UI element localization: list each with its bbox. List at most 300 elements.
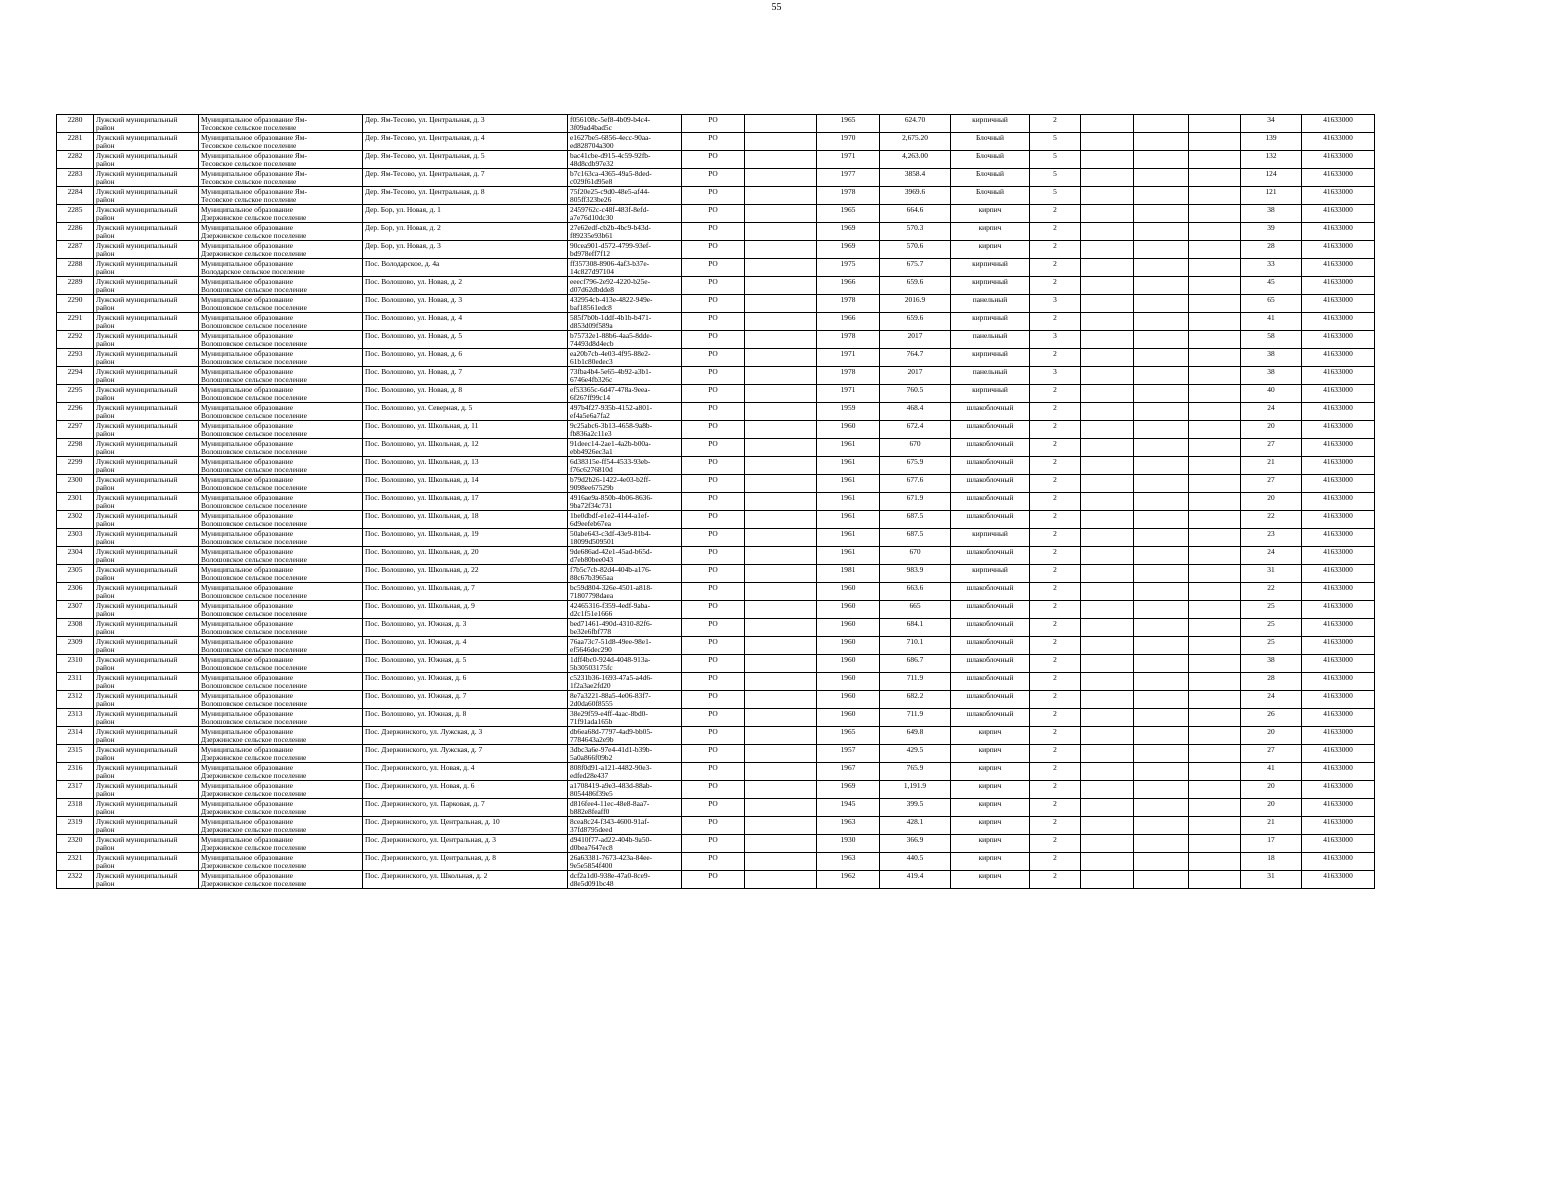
cell-municipality: [199, 547, 363, 565]
cell-empty: [1134, 781, 1189, 799]
cell-empty: [1081, 205, 1134, 223]
cell-empty: [1189, 367, 1241, 385]
table-row: [57, 277, 1375, 295]
cell-year-built: 1969: [817, 223, 880, 241]
cell-oktmo: 41633000: [1302, 529, 1375, 547]
cell-municipality-line: Муниципальное образование: [201, 385, 293, 394]
cell-municipality: [199, 223, 363, 241]
table-row: [57, 169, 1375, 187]
cell-district: [94, 241, 199, 259]
table-row: [57, 367, 1375, 385]
cell-district-line: Лужский муниципальный: [96, 151, 178, 160]
cell-object-type: РО: [682, 457, 745, 475]
cell-municipality: [199, 151, 363, 169]
cell-floors: 2: [1030, 673, 1081, 691]
cell-municipality-line: Волошовское сельское поселение: [201, 410, 307, 420]
cell-row-number: 2291: [57, 313, 94, 331]
cell-municipality: [199, 727, 363, 745]
cell-wall-material: шлакоблочный: [951, 475, 1030, 493]
cell-floors: 2: [1030, 871, 1081, 889]
table-row: [57, 331, 1375, 349]
cell-district: [94, 277, 199, 295]
cell-empty: [745, 493, 817, 511]
cell-house-guid-line: e1627be5-6856-4ecc-90aa-: [570, 133, 651, 142]
cell-municipality: [199, 799, 363, 817]
cell-empty: [1081, 637, 1134, 655]
cell-year-built: 1970: [817, 133, 880, 151]
cell-total-area: 4,263.00: [880, 151, 951, 169]
table-row: [57, 493, 1375, 511]
cell-residents: 24: [1241, 691, 1302, 709]
cell-oktmo: 41633000: [1302, 187, 1375, 205]
cell-address: Пос. Волошово, ул. Школьная, д. 9: [363, 601, 568, 619]
cell-total-area: 659.6: [880, 277, 951, 295]
cell-floors: 2: [1030, 781, 1081, 799]
cell-residents: 27: [1241, 439, 1302, 457]
cell-district-line: Лужский муниципальный: [96, 421, 178, 430]
cell-house-guid: [568, 673, 682, 691]
cell-total-area: 468.4: [880, 403, 951, 421]
cell-house-guid-line: 1f2a3ae2fd20: [570, 680, 611, 690]
cell-empty: [745, 601, 817, 619]
cell-empty: [1081, 673, 1134, 691]
cell-district-line: Лужский муниципальный: [96, 745, 178, 754]
cell-object-type: РО: [682, 295, 745, 313]
cell-municipality-line: Волошовское сельское поселение: [201, 536, 307, 546]
table-row: [57, 187, 1375, 205]
cell-oktmo: 41633000: [1302, 691, 1375, 709]
cell-object-type: РО: [682, 349, 745, 367]
cell-house-guid-line: 808f0d91-a121-4482-90e3-: [570, 763, 652, 772]
cell-house-guid-line: ed828704a300: [570, 140, 614, 150]
cell-oktmo: 41633000: [1302, 709, 1375, 727]
cell-house-guid: [568, 367, 682, 385]
cell-empty: [745, 817, 817, 835]
cell-house-guid: [568, 241, 682, 259]
cell-municipality-line: Муниципальное образование: [201, 799, 293, 808]
cell-total-area: 3969.6: [880, 187, 951, 205]
cell-municipality: [199, 529, 363, 547]
cell-address: Пос. Волошово, ул. Южная, д. 4: [363, 637, 568, 655]
cell-year-built: 1969: [817, 241, 880, 259]
cell-house-guid-line: 14c827d97104: [570, 266, 614, 276]
cell-municipality-line: Тесовское сельское поселение: [201, 140, 297, 150]
cell-municipality: [199, 403, 363, 421]
cell-house-guid-line: c5231b36-1693-47a5-a4d6-: [570, 673, 653, 682]
cell-oktmo: 41633000: [1302, 637, 1375, 655]
cell-wall-material: кирпич: [951, 781, 1030, 799]
cell-municipality: [199, 313, 363, 331]
cell-municipality-line: Муниципальное образование: [201, 709, 293, 718]
cell-row-number: 2290: [57, 295, 94, 313]
cell-house-guid-line: 3dbc3a6e-97e4-41d1-b39b-: [570, 745, 653, 754]
cell-object-type: РО: [682, 709, 745, 727]
cell-empty: [1189, 691, 1241, 709]
cell-municipality-line: Муниципальное образование: [201, 475, 293, 484]
cell-empty: [1189, 511, 1241, 529]
cell-year-built: 1960: [817, 421, 880, 439]
cell-district-line: Лужский муниципальный: [96, 241, 178, 250]
cell-house-guid-line: c029f61d95e8: [570, 176, 613, 186]
cell-oktmo: 41633000: [1302, 133, 1375, 151]
cell-district-line: Лужский муниципальный: [96, 349, 178, 358]
cell-oktmo: 41633000: [1302, 601, 1375, 619]
cell-year-built: 1930: [817, 835, 880, 853]
cell-wall-material: шлакоблочный: [951, 583, 1030, 601]
cell-year-built: 1961: [817, 529, 880, 547]
cell-total-area: 2016.9: [880, 295, 951, 313]
cell-municipality-line: Волошовское сельское поселение: [201, 464, 307, 474]
cell-municipality-line: Муниципальное образование: [201, 637, 293, 646]
cell-district: [94, 169, 199, 187]
cell-wall-material: Блочный: [951, 133, 1030, 151]
table-row: [57, 133, 1375, 151]
cell-residents: 31: [1241, 871, 1302, 889]
cell-wall-material: шлакоблочный: [951, 709, 1030, 727]
table-row: [57, 313, 1375, 331]
cell-district-line: Лужский муниципальный: [96, 331, 178, 340]
table-row: [57, 799, 1375, 817]
cell-house-guid: [568, 547, 682, 565]
cell-municipality-line: Муниципальное образование: [201, 835, 293, 844]
cell-address: Пос. Дзержинского, ул. Центральная, д. 8: [363, 853, 568, 871]
cell-empty: [745, 295, 817, 313]
cell-empty: [745, 151, 817, 169]
cell-floors: 2: [1030, 475, 1081, 493]
cell-empty: [1081, 367, 1134, 385]
cell-year-built: 1971: [817, 151, 880, 169]
cell-wall-material: кирпичный: [951, 565, 1030, 583]
cell-house-guid: [568, 475, 682, 493]
cell-oktmo: 41633000: [1302, 475, 1375, 493]
cell-municipality-line: Дзержинское сельское поселение: [201, 842, 307, 852]
cell-municipality-line: Муниципальное образование: [201, 205, 293, 214]
cell-municipality: [199, 187, 363, 205]
cell-object-type: РО: [682, 529, 745, 547]
cell-house-guid-line: 8054486f39e5: [570, 788, 613, 798]
table-row: [57, 295, 1375, 313]
cell-house-guid-line: 37fd8795deed: [570, 824, 613, 834]
cell-house-guid: [568, 583, 682, 601]
cell-empty: [1081, 349, 1134, 367]
cell-row-number: 2294: [57, 367, 94, 385]
cell-municipality-line: Волошовское сельское поселение: [201, 698, 307, 708]
cell-empty: [1189, 853, 1241, 871]
cell-house-guid-line: be32e6fbf778: [570, 626, 612, 636]
cell-wall-material: шлакоблочный: [951, 493, 1030, 511]
cell-house-guid-line: 432954cb-413e-4822-949e-: [570, 295, 653, 304]
cell-municipality: [199, 817, 363, 835]
cell-district-line: район: [96, 482, 115, 492]
cell-municipality-line: Муниципальное образование: [201, 853, 293, 862]
cell-empty: [1189, 385, 1241, 403]
cell-empty: [1134, 871, 1189, 889]
cell-object-type: РО: [682, 511, 745, 529]
table-row: [57, 637, 1375, 655]
cell-district-line: Лужский муниципальный: [96, 223, 178, 232]
cell-municipality-line: Муниципальное образование: [201, 511, 293, 520]
cell-district-line: Лужский муниципальный: [96, 799, 178, 808]
cell-house-guid-line: dcf2a1d0-938e-47a0-8ce9-: [570, 871, 651, 880]
cell-row-number: 2313: [57, 709, 94, 727]
cell-wall-material: Блочный: [951, 151, 1030, 169]
cell-row-number: 2293: [57, 349, 94, 367]
cell-total-area: 670: [880, 439, 951, 457]
cell-municipality-line: Муниципальное образование: [201, 871, 293, 880]
cell-empty: [1081, 655, 1134, 673]
cell-oktmo: 41633000: [1302, 763, 1375, 781]
cell-total-area: 570.3: [880, 223, 951, 241]
cell-total-area: 664.6: [880, 205, 951, 223]
cell-oktmo: 41633000: [1302, 367, 1375, 385]
cell-residents: 65: [1241, 295, 1302, 313]
cell-year-built: 1961: [817, 475, 880, 493]
cell-residents: 20: [1241, 421, 1302, 439]
cell-floors: 2: [1030, 241, 1081, 259]
cell-house-guid-line: baf18561edc8: [570, 302, 612, 312]
table-row: [57, 691, 1375, 709]
cell-address: Дер. Бор, ул. Новая, д. 3: [363, 241, 568, 259]
cell-municipality-line: Дзержинское сельское поселение: [201, 878, 307, 888]
cell-empty: [1189, 223, 1241, 241]
cell-house-guid: [568, 637, 682, 655]
cell-year-built: 1977: [817, 169, 880, 187]
cell-district-line: район: [96, 392, 115, 402]
cell-empty: [1189, 781, 1241, 799]
table-row: [57, 745, 1375, 763]
cell-house-guid-line: bac41cbe-d915-4c59-92fb-: [570, 151, 651, 160]
table-row: [57, 709, 1375, 727]
cell-district-line: Лужский муниципальный: [96, 313, 178, 322]
cell-row-number: 2316: [57, 763, 94, 781]
cell-municipality-line: Дзержинское сельское поселение: [201, 248, 307, 258]
cell-wall-material: кирпичный: [951, 529, 1030, 547]
cell-year-built: 1961: [817, 511, 880, 529]
cell-municipality-line: Дзержинское сельское поселение: [201, 212, 307, 222]
cell-district-line: район: [96, 572, 115, 582]
cell-municipality-line: Муниципальное образование Ям-: [201, 151, 307, 160]
cell-total-area: 1,191.9: [880, 781, 951, 799]
cell-wall-material: кирпичный: [951, 115, 1030, 133]
cell-empty: [1134, 511, 1189, 529]
cell-empty: [1081, 295, 1134, 313]
cell-empty: [745, 781, 817, 799]
cell-municipality-line: Волошовское сельское поселение: [201, 572, 307, 582]
cell-residents: 41: [1241, 763, 1302, 781]
cell-residents: 27: [1241, 475, 1302, 493]
cell-address: Пос. Волошово, ул. Школьная, д. 18: [363, 511, 568, 529]
cell-district: [94, 223, 199, 241]
cell-empty: [1189, 637, 1241, 655]
cell-wall-material: шлакоблочный: [951, 421, 1030, 439]
cell-municipality-line: Муниципальное образование: [201, 259, 293, 268]
cell-district-line: район: [96, 644, 115, 654]
cell-district: [94, 295, 199, 313]
cell-empty: [745, 565, 817, 583]
cell-empty: [1081, 133, 1134, 151]
cell-wall-material: кирпичный: [951, 313, 1030, 331]
cell-empty: [1081, 223, 1134, 241]
cell-object-type: РО: [682, 115, 745, 133]
cell-empty: [1134, 133, 1189, 151]
cell-residents: 20: [1241, 799, 1302, 817]
cell-house-guid-line: bed71461-490d-4310-82f6-: [570, 619, 653, 628]
cell-year-built: 1945: [817, 799, 880, 817]
cell-district-line: Лужский муниципальный: [96, 547, 178, 556]
cell-floors: 2: [1030, 313, 1081, 331]
cell-district-line: Лужский муниципальный: [96, 439, 178, 448]
cell-house-guid-line: eeecf796-2e92-4220-b25e-: [570, 277, 651, 286]
cell-total-area: 3858.4: [880, 169, 951, 187]
cell-total-area: 711.9: [880, 673, 951, 691]
cell-municipality-line: Волошовское сельское поселение: [201, 644, 307, 654]
cell-empty: [1134, 763, 1189, 781]
cell-floors: 2: [1030, 637, 1081, 655]
cell-house-guid-line: 26a63381-7673-423a-84ee-: [570, 853, 653, 862]
cell-district-line: Лужский муниципальный: [96, 817, 178, 826]
cell-district: [94, 565, 199, 583]
cell-year-built: 1969: [817, 781, 880, 799]
cell-address: Пос. Волошово, ул. Школьная, д. 11: [363, 421, 568, 439]
cell-total-area: 419.4: [880, 871, 951, 889]
cell-municipality-line: Волошовское сельское поселение: [201, 716, 307, 726]
cell-district-line: район: [96, 662, 115, 672]
cell-district: [94, 673, 199, 691]
cell-municipality-line: Дзержинское сельское поселение: [201, 860, 307, 870]
cell-district-line: район: [96, 770, 115, 780]
cell-municipality: [199, 241, 363, 259]
cell-house-guid-line: 5b30503175fc: [570, 662, 613, 672]
cell-district-line: район: [96, 428, 115, 438]
cell-empty: [1134, 295, 1189, 313]
cell-address: Пос. Волошово, ул. Школьная, д. 14: [363, 475, 568, 493]
cell-empty: [745, 673, 817, 691]
cell-district: [94, 781, 199, 799]
cell-wall-material: панельный: [951, 331, 1030, 349]
cell-floors: 2: [1030, 439, 1081, 457]
cell-house-guid: [568, 799, 682, 817]
cell-empty: [1081, 115, 1134, 133]
cell-empty: [1189, 727, 1241, 745]
cell-address: Пос. Дзержинского, ул. Центральная, д. 3: [363, 835, 568, 853]
cell-house-guid-line: ef5646dec290: [570, 644, 612, 654]
cell-oktmo: 41633000: [1302, 511, 1375, 529]
cell-empty: [1081, 241, 1134, 259]
table-row: [57, 817, 1375, 835]
cell-empty: [1189, 745, 1241, 763]
cell-house-guid-line: 6f267ff99c14: [570, 392, 611, 402]
cell-district-line: Лужский муниципальный: [96, 619, 178, 628]
cell-municipality-line: Волошовское сельское поселение: [201, 428, 307, 438]
cell-year-built: 1981: [817, 565, 880, 583]
cell-municipality-line: Муниципальное образование: [201, 745, 293, 754]
cell-year-built: 1960: [817, 655, 880, 673]
cell-municipality: [199, 601, 363, 619]
cell-year-built: 1978: [817, 367, 880, 385]
cell-house-guid: [568, 331, 682, 349]
cell-total-area: 2,675.20: [880, 133, 951, 151]
cell-wall-material: кирпич: [951, 835, 1030, 853]
cell-oktmo: 41633000: [1302, 205, 1375, 223]
cell-floors: 2: [1030, 403, 1081, 421]
cell-empty: [1081, 151, 1134, 169]
cell-empty: [1081, 403, 1134, 421]
cell-total-area: 2017: [880, 331, 951, 349]
cell-municipality-line: Волошовское сельское поселение: [201, 482, 307, 492]
cell-empty: [1134, 619, 1189, 637]
cell-empty: [1081, 583, 1134, 601]
cell-year-built: 1966: [817, 313, 880, 331]
cell-house-guid-line: edfed28e437: [570, 770, 609, 780]
cell-district: [94, 367, 199, 385]
cell-year-built: 1960: [817, 673, 880, 691]
cell-oktmo: 41633000: [1302, 403, 1375, 421]
table-row: [57, 241, 1375, 259]
cell-district-line: Лужский муниципальный: [96, 403, 178, 412]
cell-empty: [1189, 619, 1241, 637]
cell-total-area: 760.5: [880, 385, 951, 403]
cell-house-guid-line: 9de686ad-42e1-45ad-b65d-: [570, 547, 653, 556]
cell-object-type: РО: [682, 475, 745, 493]
cell-residents: 25: [1241, 637, 1302, 655]
cell-municipality-line: Муниципальное образование: [201, 763, 293, 772]
cell-district-line: район: [96, 410, 115, 420]
cell-house-guid-line: d7eb80bee043: [570, 554, 614, 564]
cell-object-type: РО: [682, 565, 745, 583]
table-row: [57, 115, 1375, 133]
cell-empty: [1189, 655, 1241, 673]
cell-district: [94, 853, 199, 871]
cell-house-guid: [568, 781, 682, 799]
table-row: [57, 421, 1375, 439]
cell-floors: 5: [1030, 169, 1081, 187]
cell-house-guid-line: 8e7a3221-88a5-4e06-83f7-: [570, 691, 651, 700]
cell-floors: 5: [1030, 151, 1081, 169]
cell-municipality: [199, 745, 363, 763]
cell-house-guid: [568, 619, 682, 637]
cell-row-number: 2289: [57, 277, 94, 295]
cell-empty: [745, 727, 817, 745]
cell-residents: 34: [1241, 115, 1302, 133]
cell-house-guid-line: 61b1c80edec3: [570, 356, 613, 366]
cell-municipality-line: Муниципальное образование Ям-: [201, 133, 307, 142]
cell-municipality-line: Муниципальное образование: [201, 241, 293, 250]
cell-house-guid-line: 6d9eefeb67ea: [570, 518, 612, 528]
cell-municipality-line: Тесовское сельское поселение: [201, 176, 297, 186]
table-row: [57, 835, 1375, 853]
cell-wall-material: шлакоблочный: [951, 691, 1030, 709]
cell-total-area: 624.70: [880, 115, 951, 133]
cell-floors: 2: [1030, 457, 1081, 475]
cell-district: [94, 403, 199, 421]
cell-year-built: 1960: [817, 583, 880, 601]
cell-year-built: 1961: [817, 547, 880, 565]
cell-empty: [1134, 205, 1189, 223]
cell-municipality-line: Дзержинское сельское поселение: [201, 734, 307, 744]
cell-object-type: РО: [682, 745, 745, 763]
cell-house-guid-line: 74493d8d4ecb: [570, 338, 614, 348]
cell-district-line: район: [96, 158, 115, 168]
cell-empty: [745, 637, 817, 655]
cell-district: [94, 583, 199, 601]
cell-row-number: 2283: [57, 169, 94, 187]
cell-address: Пос. Волошово, ул. Школьная, д. 17: [363, 493, 568, 511]
cell-row-number: 2315: [57, 745, 94, 763]
cell-total-area: 429.5: [880, 745, 951, 763]
cell-total-area: 663.6: [880, 583, 951, 601]
cell-empty: [1081, 799, 1134, 817]
cell-object-type: РО: [682, 835, 745, 853]
